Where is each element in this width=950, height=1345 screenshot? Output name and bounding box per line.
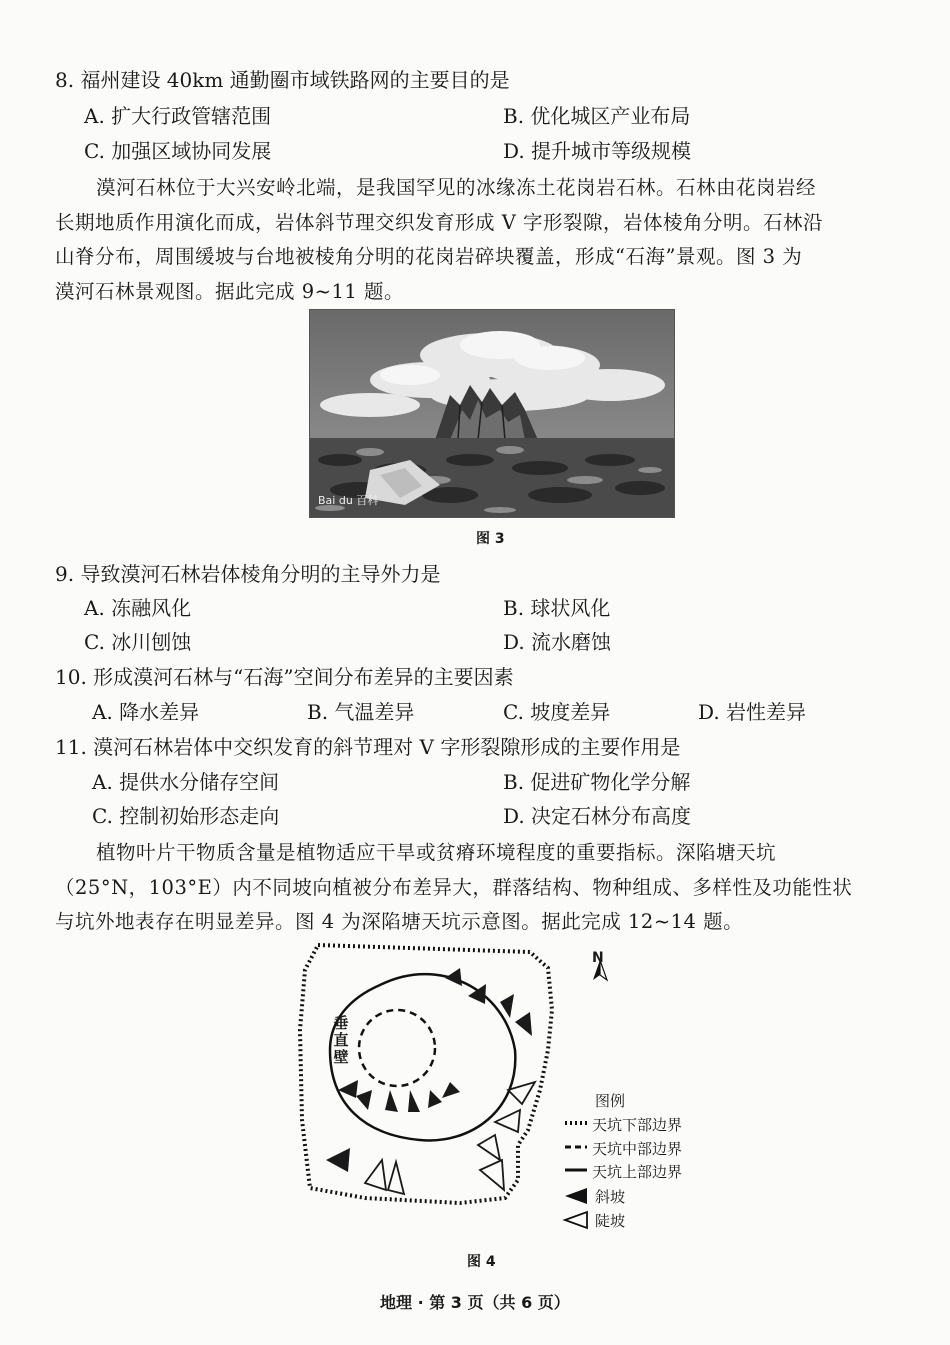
vertical-wall-label	[332, 1015, 350, 1066]
middle-boundary	[330, 974, 515, 1140]
legend-upper-boundary: 天坑上部边界	[592, 1163, 683, 1181]
q9-option-c: C. 冰川刨蚀	[84, 630, 192, 654]
legend-middle-boundary: 天坑中部边界	[592, 1140, 683, 1158]
sinkhole-diagram	[290, 940, 710, 1240]
legend-symbols	[565, 1123, 587, 1228]
wall-char-3: 壁	[333, 1048, 349, 1066]
q8-option-d: D. 提升城市等级规模	[503, 139, 692, 163]
upper-boundary	[359, 1010, 435, 1086]
q8-option-a: A. 扩大行政管辖范围	[84, 104, 272, 128]
q9-option-b: B. 球状风化	[503, 596, 611, 620]
q8-option-c: C. 加强区域协同发展	[84, 139, 272, 163]
passage1-line-3: 山脊分布，周围缓坡与台地被棱角分明的花岗岩碎块覆盖，形成“石海”景观。图 3 为	[55, 245, 803, 268]
q10-option-a: A. 降水差异	[92, 700, 200, 724]
q11-option-a: A. 提供水分储存空间	[92, 770, 280, 794]
figure4-caption: 图 4	[467, 1254, 496, 1270]
q8-option-b: B. 优化城区产业布局	[503, 104, 691, 128]
passage1-line-2: 长期地质作用演化而成，岩体斜节理交织发育形成 V 字形裂隙，岩体棱角分明。石林沿	[55, 211, 823, 234]
legend-lower-boundary: 天坑下部边界	[592, 1116, 683, 1134]
north-label: N	[592, 950, 604, 966]
q8-stem: 8. 福州建设 40km 通勤圈市域铁路网的主要目的是	[55, 68, 510, 92]
q10-stem: 10. 形成漠河石林与“石海”空间分布差异的主要因素	[55, 665, 514, 689]
passage1-line-4: 漠河石林景观图。据此完成 9~11 题。	[55, 280, 404, 303]
passage1-line-1: 漠河石林位于大兴安岭北端，是我国罕见的冰缘冻土花岗岩石林。石林由花岗岩经	[96, 176, 817, 199]
wall-char-1: 垂	[333, 1014, 349, 1032]
passage2-line-3: 与坑外地表存在明显差异。图 4 为深陷塘天坑示意图。据此完成 12~14 题。	[55, 910, 744, 933]
q9-option-d: D. 流水磨蚀	[503, 630, 612, 654]
q11-stem: 11. 漠河石林岩体中交织发育的斜节理对 V 字形裂隙形成的主要作用是	[55, 735, 681, 759]
q10-option-d: D. 岩性差异	[698, 700, 807, 724]
legend-title: 图例	[595, 1092, 626, 1110]
q11-option-d: D. 决定石林分布高度	[503, 804, 692, 828]
q10-option-b: B. 气温差异	[307, 700, 415, 724]
photo-watermark: Bai du 百科	[318, 494, 379, 507]
q9-option-a: A. 冻融风化	[84, 596, 192, 620]
q11-option-b: B. 促进矿物化学分解	[503, 770, 691, 794]
legend-gentle-slope: 斜坡	[595, 1188, 626, 1206]
passage2-line-1: 植物叶片干物质含量是植物适应干旱或贫瘠环境程度的重要指标。深陷塘天坑	[96, 841, 777, 864]
page-footer: 地理 · 第 3 页（共 6 页）	[380, 1293, 570, 1312]
figure3-caption: 图 3	[476, 531, 505, 547]
q9-stem: 9. 导致漠河石林岩体棱角分明的主导外力是	[55, 562, 441, 586]
wall-char-2: 直	[333, 1031, 349, 1049]
q11-option-c: C. 控制初始形态走向	[92, 804, 280, 828]
stone-forest-photo	[309, 309, 675, 518]
legend-steep-slope: 陡坡	[595, 1212, 626, 1230]
q10-option-c: C. 坡度差异	[503, 700, 611, 724]
passage2-line-2: （25°N，103°E）内不同坡向植被分布差异大，群落结构、物种组成、多样性及功能性状	[55, 876, 853, 899]
